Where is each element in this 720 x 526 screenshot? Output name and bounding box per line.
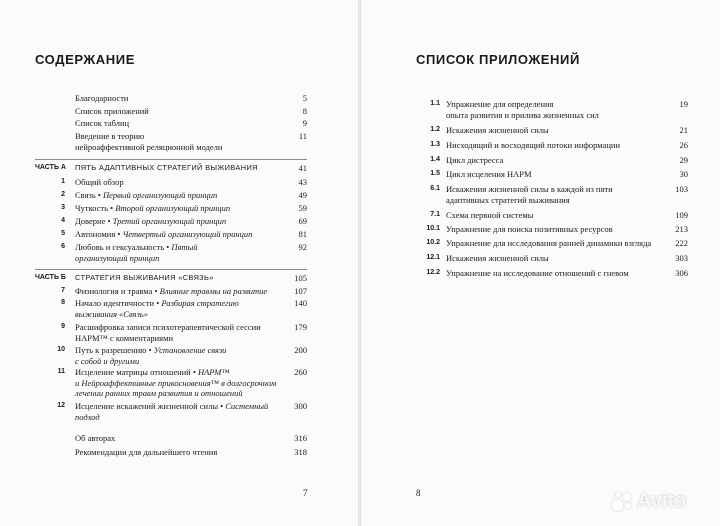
entry-title-text: Упражнение на исследование отношений с гневом xyxy=(446,268,629,278)
entry-page: 222 xyxy=(675,238,688,248)
entry-page: 260 xyxy=(294,367,307,377)
entry-number: 10.2 xyxy=(426,239,440,246)
entry-number: 6 xyxy=(61,243,65,250)
entry-number: 10.1 xyxy=(426,225,440,232)
entry-subtitle-text: Установление связи xyxy=(153,345,227,355)
entry-subtitle-text: Разбирая стратегию xyxy=(161,298,239,308)
entry-title xyxy=(75,163,258,174)
entry-subtitle-text: с собой и другими xyxy=(75,355,140,366)
entry-title xyxy=(75,177,124,188)
entry-page: 29 xyxy=(679,155,688,165)
entry-title xyxy=(446,224,613,235)
entry-number: 10 xyxy=(57,346,65,353)
section-divider xyxy=(35,269,307,270)
entry-title xyxy=(75,401,268,422)
entry-title-text: адаптивных стратегий выживания xyxy=(446,194,570,205)
entry-subtitle xyxy=(115,203,230,213)
entry-page: 5 xyxy=(302,93,307,103)
entry-title-text: Рекомендации для дальнейшего чтения xyxy=(75,447,218,457)
entry-subtitle-text: Второй организующий принцип xyxy=(115,203,231,213)
entry-title xyxy=(75,118,129,129)
entry-number: 2 xyxy=(61,191,65,198)
entry-title xyxy=(75,367,276,399)
entry-number: 4 xyxy=(61,217,65,224)
entry-title xyxy=(446,169,532,180)
entry-number: 1.2 xyxy=(430,126,440,133)
entry-title xyxy=(75,106,149,117)
page-number-left: 7 xyxy=(303,488,308,498)
entry-title xyxy=(446,268,629,279)
entry-subtitle-text: Влияние травмы на развитие xyxy=(159,286,268,296)
entry-title xyxy=(446,253,549,264)
entry-title-text: Список приложений xyxy=(75,106,149,116)
entry-page: 103 xyxy=(675,184,688,194)
entry-title xyxy=(75,242,198,263)
entry-title xyxy=(75,203,230,214)
entry-page: 81 xyxy=(298,229,307,239)
entry-page: 306 xyxy=(675,268,688,278)
entry-page: 21 xyxy=(679,125,688,135)
entry-page: 11 xyxy=(298,131,307,141)
entry-page: 140 xyxy=(294,298,307,308)
entry-title-text: Искажения жизненной силы xyxy=(446,125,549,135)
entry-title-text: Исцеление матрицы отношений • xyxy=(75,367,198,377)
entry-subtitle-text: Четвертый организующий принцип xyxy=(122,229,253,239)
entry-title-text: Схема первной системы xyxy=(446,210,534,220)
entry-page: 26 xyxy=(679,140,688,150)
entry-page: 303 xyxy=(675,253,688,263)
avito-wordmark: Avito xyxy=(637,490,687,512)
entry-number: 1.3 xyxy=(430,141,440,148)
entry-title xyxy=(75,298,239,319)
entry-page: 316 xyxy=(294,433,307,443)
entry-title xyxy=(75,286,267,297)
entry-title-text: Автономия • xyxy=(75,229,123,239)
entry-number: 12.1 xyxy=(426,254,440,261)
entry-page: 8 xyxy=(302,106,307,116)
entry-subtitle-text: выживания «Связь» xyxy=(75,308,148,319)
entry-title-text: Путь к разрешению • xyxy=(75,345,154,355)
entry-title-text: Благодарности xyxy=(75,93,129,103)
entry-page: 59 xyxy=(298,203,307,213)
page-number-right: 8 xyxy=(416,488,421,498)
entry-title-text: Расшифровка записи психотерапевтической сессии xyxy=(75,322,261,332)
entry-number: 12 xyxy=(57,402,65,409)
entry-number: 12.2 xyxy=(426,269,440,276)
entry-page: 318 xyxy=(294,447,307,457)
entry-number: ЧАСТЬ Б xyxy=(35,274,66,281)
entry-number: 1.1 xyxy=(430,100,440,107)
entry-page: 9 xyxy=(302,118,307,128)
entry-title xyxy=(446,140,620,151)
entry-subtitle-text: подход xyxy=(75,411,100,422)
appendices-heading: СПИСОК ПРИЛОЖЕНИЙ xyxy=(416,52,580,67)
entry-number: 7 xyxy=(61,287,65,294)
entry-title xyxy=(446,99,599,120)
entry-number: ЧАСТЬ А xyxy=(35,164,66,171)
contents-heading: СОДЕРЖАНИЕ xyxy=(35,52,135,67)
entry-title-text: опыта развития и прилива жизненных сил xyxy=(446,109,599,120)
entry-number: 1 xyxy=(61,178,65,185)
entry-title xyxy=(446,155,503,166)
entry-title-text: Исцеление искажений жизненной силы • xyxy=(75,401,226,411)
entry-number: 9 xyxy=(61,323,65,330)
entry-page: 19 xyxy=(679,99,688,109)
entry-page: 200 xyxy=(294,345,307,355)
entry-title-text: Нисходящий и восходящий потоки информации xyxy=(446,140,621,150)
entry-subtitle-text: Третий организующий принцип xyxy=(112,216,227,226)
entry-title-text: Любовь и сексуальность • xyxy=(75,242,172,252)
entry-title-text: Доверие • xyxy=(75,216,113,226)
entry-title-text: ПЯТЬ АДАПТИВНЫХ СТРАТЕГИЙ ВЫЖИВАНИЯ xyxy=(75,163,258,172)
entry-number: 5 xyxy=(61,230,65,237)
entry-page: 49 xyxy=(298,190,307,200)
entry-title xyxy=(75,216,226,227)
entry-title-text: Цикл дистресса xyxy=(446,155,504,165)
entry-title xyxy=(446,184,613,205)
entry-title-text: Физиология и травма • xyxy=(75,286,160,296)
avito-logo-icon xyxy=(612,491,634,513)
entry-number: 7.1 xyxy=(430,211,440,218)
entry-title-text: Связь • xyxy=(75,190,103,200)
entry-subtitle-text: лечении ранних травм развития и отношений xyxy=(75,388,243,398)
entry-subtitle xyxy=(113,216,227,226)
avito-watermark xyxy=(612,490,686,513)
entry-page: 43 xyxy=(298,177,307,187)
left-page xyxy=(0,0,358,526)
entry-title-text: Упражнение для поиска позитивных ресурсов xyxy=(446,224,613,234)
entry-page: 92 xyxy=(298,242,307,252)
entry-number: 3 xyxy=(61,204,65,211)
entry-subtitle-text: НАРМ™ xyxy=(197,367,230,377)
entry-title xyxy=(75,273,214,284)
entry-title-text: Чуткость • xyxy=(75,203,116,213)
entry-title xyxy=(75,190,217,201)
entry-title-text: Цикл исцеления НАРМ xyxy=(446,169,532,179)
entry-number: 8 xyxy=(61,299,65,306)
entry-title xyxy=(75,131,222,152)
entry-title-text: СТРАТЕГИЯ ВЫЖИВАНИЯ «СВЯЗЬ» xyxy=(75,273,214,282)
entry-title-text: нейроаффективной реляционной модели xyxy=(75,141,223,152)
entry-subtitle xyxy=(103,190,217,200)
entry-title xyxy=(446,238,651,249)
entry-title-text: Список таблиц xyxy=(75,118,130,128)
entry-number: 6.1 xyxy=(430,185,440,192)
entry-title xyxy=(446,125,549,136)
entry-page: 213 xyxy=(675,224,688,234)
entry-page: 30 xyxy=(679,169,688,179)
entry-title xyxy=(75,322,261,343)
entry-subtitle-text: организующий принцип xyxy=(75,252,160,263)
entry-page: 179 xyxy=(294,322,307,332)
entry-subtitle-text: Пятый xyxy=(171,242,198,252)
entry-subtitle-text: Системный xyxy=(225,401,269,411)
entry-subtitle xyxy=(160,286,268,296)
entry-title xyxy=(75,229,252,240)
right-page xyxy=(361,0,720,526)
entry-page: 69 xyxy=(298,216,307,226)
entry-title-text: Введение в теорию xyxy=(75,131,145,141)
entry-title-text: Об авторах xyxy=(75,433,116,443)
entry-page: 105 xyxy=(294,273,307,283)
entry-title xyxy=(446,210,533,221)
entry-page: 107 xyxy=(294,286,307,296)
entry-number: 1.5 xyxy=(430,170,440,177)
entry-number: 11 xyxy=(57,368,65,375)
entry-title-text: Общий обзор xyxy=(75,177,124,187)
entry-subtitle xyxy=(123,229,253,239)
entry-number: 1.4 xyxy=(430,156,440,163)
entry-title-text: Начало идентичности • xyxy=(75,298,162,308)
entry-title xyxy=(75,345,226,366)
entry-subtitle-text: и Нейроаффективные прикосновения™ в долгосрочном xyxy=(75,377,277,388)
entry-page: 41 xyxy=(298,163,307,173)
entry-title xyxy=(75,433,115,444)
entry-title-text: Упражнение для исследования ранней динамики взгляда xyxy=(446,238,652,248)
entry-page: 300 xyxy=(294,401,307,411)
entry-subtitle-text: Первый организующий принцип xyxy=(102,190,218,200)
entry-title-text: НАРМ™ с комментариями xyxy=(75,332,174,343)
entry-title xyxy=(75,93,128,104)
entry-title-text: Упражнение для определения xyxy=(446,99,554,109)
entry-page: 109 xyxy=(675,210,688,220)
entry-title xyxy=(75,447,217,458)
entry-title-text: Искажения жизненной силы в каждой из пяти xyxy=(446,184,613,194)
entry-title-text: Искажения жизненной силы xyxy=(446,253,549,263)
section-divider xyxy=(35,159,307,160)
